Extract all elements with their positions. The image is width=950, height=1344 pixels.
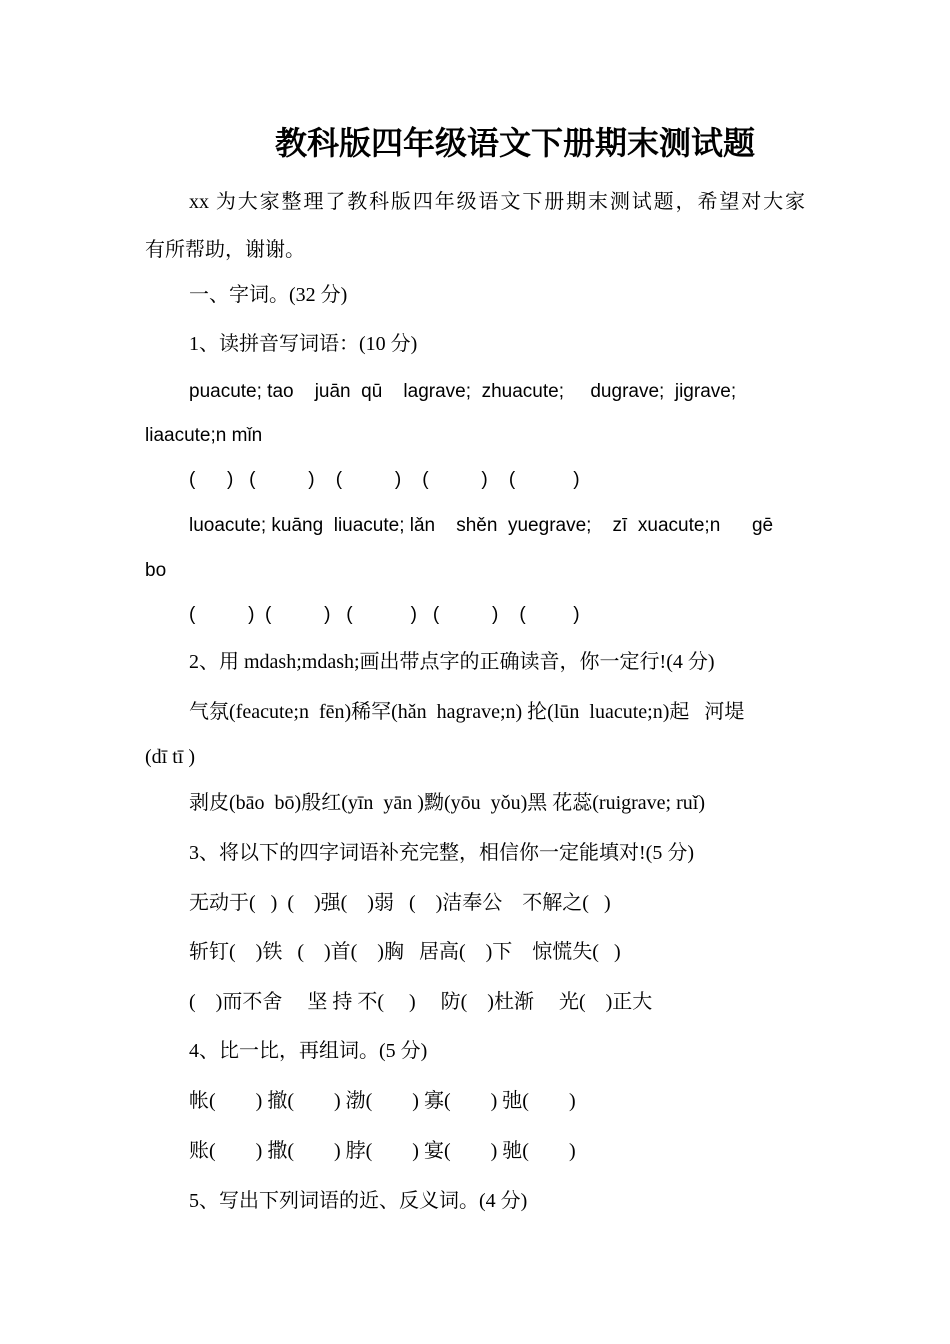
q4-row-2: 账( ) 撒( ) 脖( ) 宴( ) 驰( ) <box>189 1140 576 1162</box>
question-4-heading: 4、比一比，再组词。(5 分) <box>189 1040 428 1062</box>
intro-line-1: xx 为大家整理了教科版四年级语文下册期末测试题，希望对大家 <box>189 191 805 213</box>
q2-row-1-continued: (dī tī ) <box>145 746 195 768</box>
q1-answer-blanks-row-2: ( ) ( ) ( ) ( ) ( ) <box>189 604 580 625</box>
q3-row-3: ( )而不舍 坚 持 不( ) 防( )杜渐 光( )正大 <box>189 991 653 1013</box>
question-3-heading: 3、将以下的四字词语补充完整，相信你一定能填对!(5 分) <box>189 842 694 864</box>
question-5-heading: 5、写出下列词语的近、反义词。(4 分) <box>189 1190 528 1212</box>
q1-pinyin-row-2-continued: bo <box>145 560 167 581</box>
q1-answer-blanks-row-1: ( ) ( ) ( ) ( ) ( ) <box>189 469 580 490</box>
question-1-heading: 1、读拼音写词语：(10 分) <box>189 333 418 355</box>
q2-row-2: 剥皮(bāo bō)殷红(yīn yān )黝(yōu yǒu)黑 花蕊(ruigrave; ruǐ) <box>189 792 705 814</box>
question-2-heading: 2、用 mdash;mdash;画出带点字的正确读音，你一定行!(4 分) <box>189 651 715 673</box>
q2-row-1: 气氛(feacute;n fēn)稀罕(hǎn hagrave;n) 抡(lūn luacute;n)起 河堤 <box>189 701 745 723</box>
q1-pinyin-row-1: puacute; tao juān qū lagrave; zhuacute; dugrave; jigrave; <box>189 381 737 402</box>
section-1-heading: 一、字词。(32 分) <box>189 284 348 306</box>
document-title: 教科版四年级语文下册期末测试题 <box>274 125 755 161</box>
q1-pinyin-row-1-continued: liaacute;n mǐn <box>145 425 263 446</box>
intro-line-2: 有所帮助，谢谢。 <box>145 239 305 261</box>
q4-row-1: 帐( ) 撤( ) 渤( ) 寡( ) 弛( ) <box>189 1090 576 1112</box>
q3-row-1: 无动于( ) ( )强( )弱 ( )洁奉公 不解之( ) <box>189 892 611 914</box>
q1-pinyin-row-2: luoacute; kuāng liuacute; lǎn shěn yuegrave; zī xuacute;n gē <box>189 515 774 536</box>
q3-row-2: 斩钉( )铁 ( )首( )胸 居高( )下 惊慌失( ) <box>189 941 621 963</box>
